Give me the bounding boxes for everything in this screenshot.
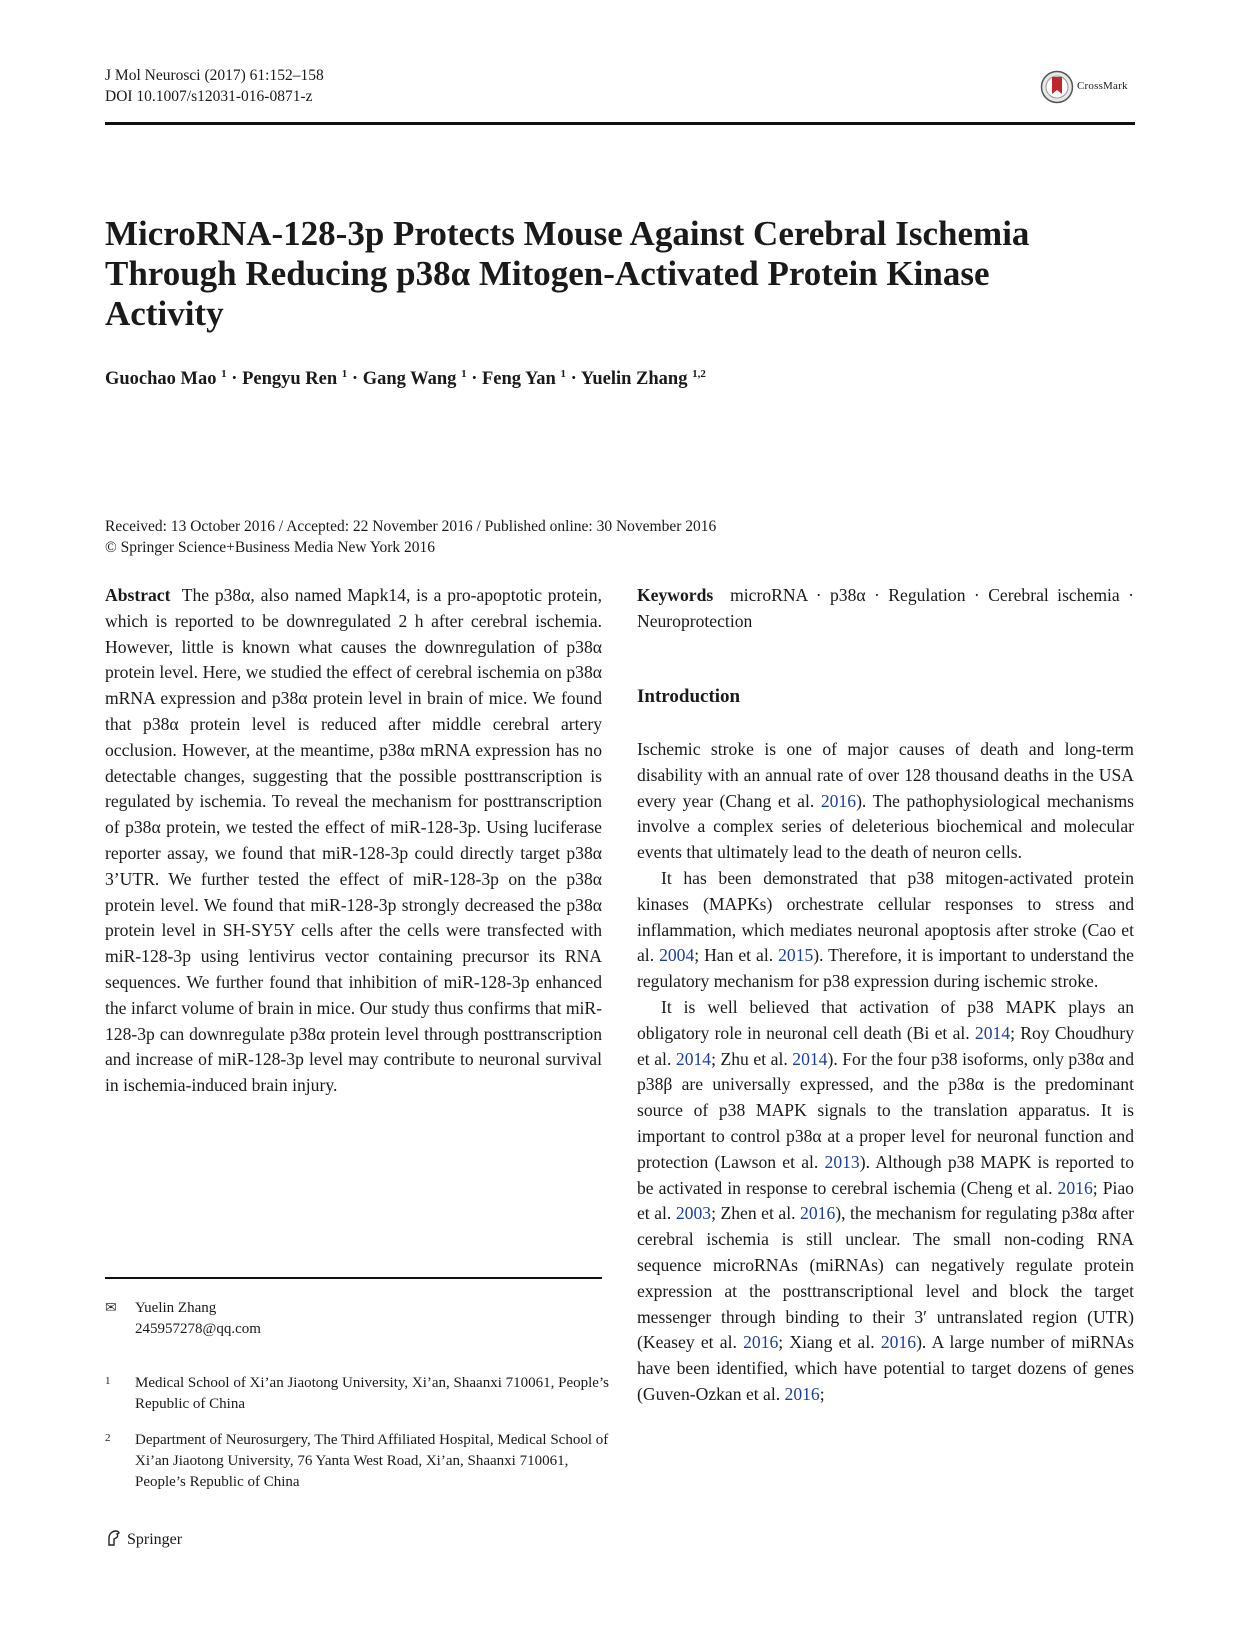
crossmark-icon: [1040, 70, 1074, 104]
journal-reference: J Mol Neurosci (2017) 61:152–158: [105, 67, 324, 84]
keywords-label: Keywords: [637, 585, 714, 605]
publication-dates: [105, 516, 716, 558]
paragraph: Ischemic stroke is one of major causes of death and long-term disability with an annual rate of over 128 thousand deaths in the USA every year (Chang et al. 2016). The pathophysiological mechanisms involve a complex series of deleterious biochemical and molecular events that ultimately lead to the death of neuron cells.: [637, 739, 1134, 863]
paragraph: It has been demonstrated that p38 mitogen-activated protein kinases (MAPKs) orchestrate cellular responses to stress and inflammation, which mediates neuronal apoptosis after stroke (Cao et al. 2004; Han et al. 2015). Therefore, it is important to understand the regulatory mechanism for p38 expression during ischemic stroke.: [637, 867, 1134, 992]
corresponding-email[interactable]: 245957278@qq.com: [135, 1321, 261, 1337]
keywords-text: microRNA · p38α · Regulation · Cerebral ischemia · Neuroprotection: [637, 585, 1134, 631]
affiliation: [105, 1430, 615, 1493]
paper-title: MicroRNA-128-3p Protects Mouse Against Cerebral Ischemia Through Reducing p38α Mitogen-Activated Protein Kinase Activity: [105, 214, 1030, 333]
citation-link[interactable]: 2004: [659, 945, 695, 966]
citation-link[interactable]: 2015: [778, 945, 814, 966]
introduction-body: [637, 737, 1134, 1408]
affiliation: [105, 1373, 615, 1415]
publisher-footer: [105, 1529, 182, 1549]
citation-link[interactable]: 2016: [800, 1203, 836, 1224]
citation-link[interactable]: 2016: [784, 1383, 820, 1404]
history-dates: Received: 13 October 2016 / Accepted: 22 November 2016 / Published online: 30 November 2016: [105, 518, 717, 535]
corresponding-author: Yuelin Zhang: [135, 1300, 217, 1316]
author[interactable]: Pengyu Ren $^1$: [242, 368, 348, 390]
abstract-label: Abstract: [105, 585, 171, 605]
citation-link[interactable]: 2013: [824, 1151, 860, 1172]
affiliation-text: Department of Neurosurgery, The Third Affiliated Hospital, Medical School of Xi’an Jiaotong University, 76 Yanta West Road, Xi’an, Shaanxi 710061, People’s Republic of China: [135, 1432, 609, 1490]
author-list: Guochao Mao $^1$ · Pengyu Ren $^1$ · Gang Wang $^1$ · Feng Yan $^1$ · Yuelin Zhang $^{1,2}$: [105, 368, 706, 390]
paragraph: It is well believed that activation of p38 MAPK plays an obligatory role in neuronal cell death (Bi et al. 2014; Roy Choudhury et al. 2014; Zhu et al. 2014). For the four p38 isoforms, only p38α and p38β are universally expressed, and the p38α is the predominant source of p38 MAPK signals to the translation apparatus. It is important to control p38α at a proper level for neuronal function and protection (Lawson et al. 2013). Although p38 MAPK is reported to be activated in response to cerebral ischemia (Cheng et al. 2016; Piao et al. 2003; Zhen et al. 2016), the mechanism for regulating p38α after cerebral ischemia is still unclear. The small non-coding RNA sequence microRNAs (miRNAs) can negatively regulate protein expression at the posttranscriptional level and block the target messenger through binding to their 3′ untranslated region (UTR) (Keasey et al. 2016; Xiang et al. 2016). A large number of miRNAs have been identified, which have potential to target dozens of genes (Guven-Ozkan et al. 2016;: [637, 996, 1135, 1404]
citation-link[interactable]: 2016: [743, 1332, 779, 1353]
affiliation-text: Medical School of Xi’an Jiaotong University, Xi’an, Shaanxi 710061, People’s Republic of China: [135, 1375, 609, 1412]
copyright: © Springer Science+Business Media New York 2016: [105, 539, 436, 556]
affiliation-number: 2: [105, 1432, 111, 1444]
author[interactable]: Guochao Mao $^1$: [105, 368, 227, 390]
abstract: [105, 583, 602, 1099]
footnote-rule: [105, 1277, 602, 1279]
correspondence: [105, 1298, 261, 1339]
citation-link[interactable]: 2014: [974, 1022, 1011, 1043]
journal-header: [105, 65, 324, 107]
header-rule: [105, 122, 1135, 125]
abstract-text: The p38α, also named Mapk14, is a pro-apoptotic protein, which is reported to be downregulated 2 h after cerebral ischemia. However, little is known what causes the downregulation of p38α protein level. Here, we studied the effect of cerebral ischemia on p38α mRNA expression and p38α protein level in brain of mice. We found that p38α protein level is reduced after middle cerebral artery occlusion. However, at the meantime, p38α mRNA expression has no detectable changes, suggesting that the possible posttranscription is regulated by ischemia. To reveal the mechanism for posttranscription of p38α protein, we tested the effect of miR-128-3p. Using luciferase reporter assay, we found that miR-128-3p could directly target p38α 3’UTR. We further tested the effect of miR-128-3p on the p38α protein level. We found that miR-128-3p strongly decreased the p38α protein level in SH-SY5Y cells after the cells were transfected with miR-128-3p using lentivirus vector containing precursor its RNA sequences. We further found that inhibition of miR-128-3p enhanced the infarct volume of brain in mice. Our study thus confirms that miR-128-3p can downregulate p38α protein level through posttranscription and increase of miR-128-3p level may contribute to neuronal survival in ischemia-induced brain injury.: [105, 585, 602, 1096]
citation-link[interactable]: 2016: [1057, 1177, 1093, 1198]
author[interactable]: Feng Yan $^1$: [481, 368, 566, 390]
citation-link[interactable]: 2014: [675, 1048, 712, 1069]
author[interactable]: Yuelin Zhang $^{1,2}$: [580, 368, 706, 390]
envelope-icon: ✉: [105, 1301, 117, 1316]
author[interactable]: Gang Wang $^1$: [362, 368, 467, 390]
affiliation-number: 1: [105, 1375, 111, 1387]
springer-logo-icon: [105, 1529, 123, 1547]
section-heading-introduction: Introduction: [637, 686, 741, 707]
doi[interactable]: DOI 10.1007/s12031-016-0871-z: [105, 88, 313, 105]
citation-link[interactable]: 2014: [792, 1048, 828, 1069]
keywords: [637, 583, 1134, 635]
crossmark-label: CrossMark: [1077, 80, 1128, 92]
crossmark-badge[interactable]: [1040, 70, 1140, 106]
citation-link[interactable]: 2003: [675, 1203, 712, 1224]
citation-link[interactable]: 2016: [880, 1332, 917, 1353]
citation-link[interactable]: 2016: [820, 790, 857, 811]
publisher-name: Springer: [127, 1531, 183, 1548]
